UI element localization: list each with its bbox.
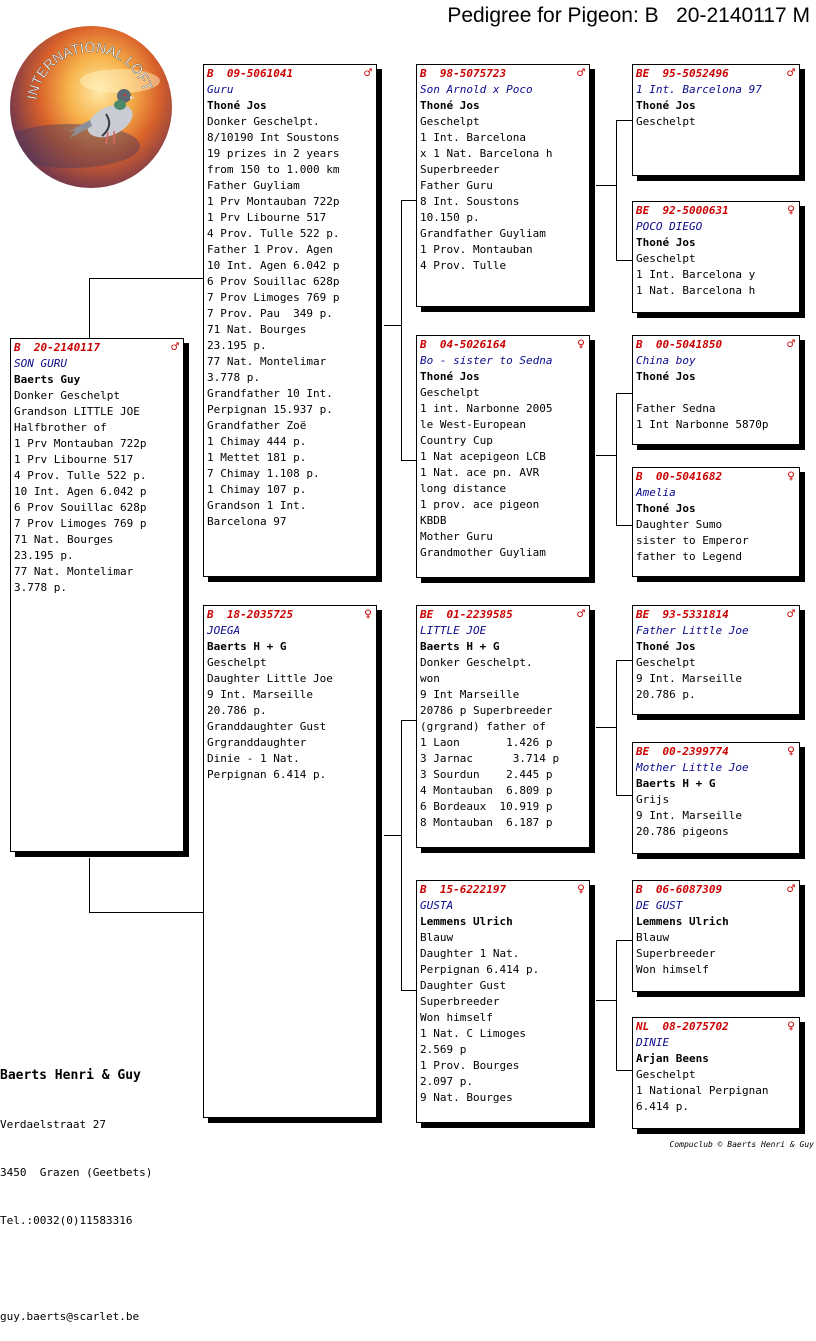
pigeon-detail-line: Won himself [420,1011,493,1024]
pigeon-detail-line: long distance [420,482,507,495]
pigeon-card-sire[interactable] [203,64,377,577]
pigeon-detail-line: Grandfather Zoë [207,419,307,432]
pigeon-owner: Lemmens Ulrich [420,915,513,928]
pigeon-detail-line: 23.195 p. [207,339,267,352]
pigeon-header [636,203,795,219]
pigeon-card-ggp-3[interactable] [632,335,800,445]
pigeon-detail-line: KBDB [420,514,447,527]
pigeon-detail-line: 20786 p Superbreeder [420,704,553,717]
footer-credit: Compuclub © Baerts Henri & Guy [669,1140,814,1149]
pigeon-detail-line: Blauw [420,931,454,944]
country-code: B [207,608,214,621]
pigeon-detail-line: 6 Prov Souillac 628p [14,501,147,514]
pigeon-detail-line: Superbreeder [636,947,716,960]
pigeon-detail-line: Daughter 1 Nat. [420,947,520,960]
pigeon-detail-line: Daughter Sumo [636,518,723,531]
connector-line [384,325,401,326]
pigeon-detail-line: 23.195 p. [14,549,74,562]
country-code: B [14,341,21,354]
pigeon-detail-line: 8 Int. Soustons [420,195,520,208]
pigeon-detail-line: 77 Nat. Montelimar [207,355,327,368]
pigeon-header [420,337,585,353]
pigeon-detail-line: Superbreeder [420,995,500,1008]
pigeon-detail-line: 9 Nat. Bourges [420,1091,513,1104]
pigeon-detail-line: 1 prov. ace pigeon [420,498,540,511]
pigeon-owner: Baerts Guy [14,373,81,386]
ring-number [14,340,100,356]
pigeon-card-ggp-4[interactable] [632,467,800,577]
pigeon-header [207,607,372,623]
pigeon-owner: Thoné Jos [636,99,696,112]
pigeon-name: LITTLE JOE [420,624,487,637]
pigeon-detail-line: Geschelpt [636,252,696,265]
pigeon-card-ggp-8[interactable] [632,1017,800,1129]
pigeon-detail-line: father to Legend [636,550,742,563]
pigeon-detail-line: 1 Mettet 181 p. [207,451,307,464]
pigeon-detail-line: Blauw [636,931,670,944]
country-code: BE [636,608,650,621]
ring-number [207,607,293,623]
male-icon: ♂ [577,66,585,81]
breeder-email[interactable]: guy.baerts@scarlet.be [0,1310,140,1323]
pigeon-header [420,607,585,623]
country-code: B [420,338,427,351]
breeder-name: Baerts Henri & Guy [0,1068,141,1083]
pigeon-card-grandsire-paternal[interactable] [416,64,590,307]
ring: 00-5041682 [655,470,723,483]
country-code: NL [636,1020,650,1033]
pigeon-detail-line: le West-European [420,418,526,431]
female-icon: ♀ [577,882,585,897]
male-icon: ♂ [577,607,585,622]
pigeon-header [636,66,795,82]
female-icon: ♀ [577,337,585,352]
pigeon-card-grandsire-maternal[interactable] [416,605,590,848]
pigeon-detail-line: 7 Prov Limoges 769 p [207,291,340,304]
pigeon-detail-line: Barcelona 97 [207,515,287,528]
country-code: B [420,67,427,80]
pigeon-owner: Arjan Beens [636,1052,709,1065]
ring: 09-5061041 [226,67,294,80]
pigeon-card-ggp-2[interactable] [632,201,800,313]
pigeon-detail-line: 1 Chimay 107 p. [207,483,307,496]
pigeon-name: Amelia [636,486,676,499]
pigeon-detail-line: 1 Nat acepigeon LCB [420,450,546,463]
pigeon-owner: Baerts H + G [420,640,500,653]
male-icon: ♂ [787,66,795,81]
pigeon-owner: Thoné Jos [636,370,696,383]
pigeon-name: Mother Little Joe [636,761,749,774]
country-code: B [420,883,427,896]
pigeon-detail-line: Grandson LITTLE JOE [14,405,140,418]
ring: 15-6222197 [439,883,507,896]
pigeon-detail-line: 6 Bordeaux 10.919 p [420,800,553,813]
male-icon: ♂ [787,882,795,897]
breeder-city: 3450 Grazen (Geetbets) [0,1166,153,1179]
pigeon-detail-line: Superbreeder [420,163,500,176]
ring: 06-6087309 [655,883,723,896]
pigeon-detail-line: 20.786 p. [636,688,696,701]
female-icon: ♀ [787,203,795,218]
pigeon-detail-line: Dinie - 1 Nat. [207,752,300,765]
ring: 95-5052496 [662,67,729,80]
ring-number [636,66,729,82]
connector-line [89,912,205,913]
connector-line [596,455,616,456]
pigeon-detail-line: 7 Prov Limoges 769 p [14,517,147,530]
pigeon-detail-line: Grijs [636,793,670,806]
breeder-info [0,1035,152,1341]
ring: 92-5000631 [662,204,729,217]
pigeon-detail-line: 1 Nat. C Limoges [420,1027,526,1040]
pigeon-detail-line: 4 Prov. Tulle 522 p. [14,469,147,482]
country-code: B [636,470,643,483]
pigeon-detail-line: 2.569 p [420,1043,467,1056]
pigeon-detail-line: Father Sedna [636,402,716,415]
pigeon-owner: Baerts H + G [636,777,716,790]
pigeon-detail-line: 1 Prov. Bourges [420,1059,520,1072]
ring: 20-2140117 [33,341,101,354]
pigeon-name: SON GURU [14,357,67,370]
pigeon-detail-line [636,385,795,401]
connector-line [616,940,617,1070]
pigeon-detail-line: 1 Laon 1.426 p [420,736,553,749]
breeder-street: Verdaelstraat 27 [0,1118,106,1131]
pigeon-name: DINIE [636,1036,670,1049]
pigeon-detail-line: 9 Int. Marseille [207,688,313,701]
pigeon-detail-line: 3.778 p. [14,581,67,594]
pigeon-detail-line: 1 int. Narbonne 2005 [420,402,553,415]
pigeon-detail-line: Donker Geschelpt. [420,656,533,669]
ring: 00-5041850 [655,338,723,351]
pigeon-owner: Lemmens Ulrich [636,915,729,928]
pigeon-header [636,469,795,485]
ring-number [420,607,513,623]
pigeon-card-ggp-7[interactable] [632,880,800,992]
connector-line [401,200,402,460]
ring-number [207,66,293,82]
pigeon-owner: Thoné Jos [636,640,696,653]
pigeon-detail-line: Grandson 1 Int. [207,499,307,512]
pigeon-detail-line: 10.150 p. [420,211,480,224]
connector-line [616,120,617,260]
ring: 00-2399774 [662,745,729,758]
pigeon-detail-line: 1 Nat. Barcelona h [636,284,756,297]
pigeon-detail-line: 2.097 p. [420,1075,473,1088]
pigeon-name: Guru [207,83,234,96]
pigeon-name: POCO DIEGO [636,220,703,233]
country-code: B [207,67,214,80]
pigeon-header [636,607,795,623]
pigeon-detail-line: Geschelpt [636,656,696,669]
pigeon-detail-line: from 150 to 1.000 km [207,163,340,176]
pigeon-detail-line: Perpignan 6.414 p. [207,768,327,781]
pigeon-detail-line: 1 Prv Libourne 517 [207,211,327,224]
pigeon-header [207,66,372,82]
pigeon-detail-line: 1 Nat. ace pn. AVR [420,466,540,479]
pigeon-detail-line: Father 1 Prov. Agen [207,243,333,256]
ring-number [636,744,729,760]
pigeon-detail-line: 19 prizes in 2 years [207,147,340,160]
pigeon-detail-line: Geschelpt [420,386,480,399]
pigeon-detail-line: Granddaughter Gust [207,720,327,733]
pigeon-detail-line: 3.778 p. [207,371,260,384]
pigeon-detail-line: 71 Nat. Bourges [14,533,114,546]
pigeon-detail-line: 1 Prv Montauban 722p [14,437,147,450]
pigeon-detail-line: Mother Guru [420,530,493,543]
pigeon-detail-line: Country Cup [420,434,493,447]
pigeon-detail-line: 4 Prov. Tulle [420,259,507,272]
ring-number [636,1019,729,1035]
ring-number [636,882,722,898]
country-code: BE [636,67,650,80]
pigeon-detail-line: won [420,672,440,685]
pigeon-detail-line: 7 Chimay 1.108 p. [207,467,320,480]
connector-line [596,185,616,186]
pigeon-detail-line: 9 Int Marseille [420,688,520,701]
pigeon-header [420,882,585,898]
pigeon-detail-line: Geschelpt [420,115,480,128]
pigeon-detail-line: 1 Int. Barcelona y [636,268,756,281]
pigeon-header [420,66,585,82]
pigeon-owner: Thoné Jos [207,99,267,112]
pigeon-owner: Baerts H + G [207,640,287,653]
pigeon-header [14,340,179,356]
pigeon-detail-line: 1 Prv Libourne 517 [14,453,134,466]
female-icon: ♀ [364,607,372,622]
ring-number [636,203,729,219]
pigeon-detail-line: 9 Int. Marseille [636,809,742,822]
pigeon-detail-line: Donker Geschelpt. [207,115,320,128]
pigeon-name: 1 Int. Barcelona 97 [636,83,762,96]
ring: 04-5026164 [439,338,507,351]
ring-number [420,882,506,898]
ring: 98-5075723 [439,67,507,80]
pigeon-header [636,337,795,353]
pigeon-detail-line: Perpignan 15.937 p. [207,403,333,416]
pigeon-card-ggp-1[interactable] [632,64,800,176]
pigeon-detail-line: 77 Nat. Montelimar [14,565,134,578]
pigeon-name: Son Arnold x Poco [420,83,533,96]
pigeon-card-granddam-paternal[interactable] [416,335,590,578]
connector-line [384,835,401,836]
pigeon-detail-line: Won himself [636,963,709,976]
connector-line [401,720,402,990]
pigeon-detail-line: 3 Jarnac 3.714 p [420,752,560,765]
pigeon-detail-line: 1 Chimay 444 p. [207,435,307,448]
pigeon-detail-line: Geschelpt [636,1068,696,1081]
pigeon-header [636,1019,795,1035]
ring-number [420,337,506,353]
pigeon-detail-line: Donker Geschelpt [14,389,120,402]
ring: 08-2075702 [662,1020,729,1033]
pigeon-name: China boy [636,354,696,367]
ring: 93-5331814 [662,608,729,621]
pigeon-detail-line: 1 Int Narbonne 5870p [636,418,769,431]
pigeon-card-ggp-6[interactable] [632,742,800,854]
pigeon-detail-line: 8/10190 Int Soustons [207,131,340,144]
pigeon-card-ggp-5[interactable] [632,605,800,715]
pigeon-detail-line: (grgrand) father of [420,720,546,733]
pigeon-detail-line: Grandfather Guyliam [420,227,546,240]
pigeon-detail-line: 3 Sourdun 2.445 p [420,768,553,781]
pigeon-card-granddam-maternal[interactable] [416,880,590,1123]
pigeon-owner: Thoné Jos [420,370,480,383]
female-icon: ♀ [787,744,795,759]
pigeon-detail-line: Grandfather 10 Int. [207,387,333,400]
pigeon-logo-icon [10,26,172,188]
ring-number [636,337,722,353]
pigeon-name: GUSTA [420,899,454,912]
connector-line [89,278,205,279]
pigeon-header [636,744,795,760]
pigeon-detail-line: Halfbrother of [14,421,107,434]
pigeon-owner: Thoné Jos [636,236,696,249]
pigeon-detail-line: x 1 Nat. Barcelona h [420,147,553,160]
pigeon-detail-line: 10 Int. Agen 6.042 p [14,485,147,498]
pigeon-header [636,882,795,898]
pigeon-detail-line: Father Guyliam [207,179,300,192]
pigeon-detail-line: 4 Prov. Tulle 522 p. [207,227,340,240]
male-icon: ♂ [364,66,372,81]
pigeon-owner: Thoné Jos [636,502,696,515]
pigeon-detail-line: 1 Int. Barcelona [420,131,526,144]
connector-line [89,278,90,341]
pigeon-card-dam[interactable] [203,605,377,1118]
pigeon-name: JOEGA [207,624,241,637]
pigeon-name: Father Little Joe [636,624,749,637]
connector-line [89,858,90,912]
connector-line [616,393,617,525]
pigeon-detail-line: 1 Prov. Montauban [420,243,533,256]
male-icon: ♂ [787,337,795,352]
pigeon-detail-line: 8 Montauban 6.187 p [420,816,553,829]
page-title: Pedigree for Pigeon: B 20-2140117 M [447,4,810,27]
male-icon: ♂ [171,340,179,355]
pigeon-detail-line: Father Guru [420,179,493,192]
pigeon-detail-line: 6.414 p. [636,1100,689,1113]
connector-line [616,660,617,795]
pigeon-detail-line: sister to Emperor [636,534,749,547]
pigeon-detail-line: Perpignan 6.414 p. [420,963,540,976]
pigeon-name: Bo - sister to Sedna [420,354,553,367]
ring-number [636,607,729,623]
pigeon-detail-line: 20.786 p. [207,704,267,717]
pigeon-detail-line: Daughter Gust [420,979,507,992]
pigeon-detail-line: 10 Int. Agen 6.042 p [207,259,340,272]
connector-line [596,727,616,728]
pigeon-detail-line: 71 Nat. Bourges [207,323,307,336]
ring: 01-2239585 [446,608,513,621]
pigeon-detail-line: Daughter Little Joe [207,672,333,685]
pigeon-detail-line: 6 Prov Souillac 628p [207,275,340,288]
connector-line [596,1000,616,1001]
pigeon-detail-line: Geschelpt [207,656,267,669]
female-icon: ♀ [787,469,795,484]
ring-number [420,66,506,82]
pigeon-detail-line: 4 Montauban 6.809 p [420,784,553,797]
pigeon-detail-line: 9 Int. Marseille [636,672,742,685]
female-icon: ♀ [787,1019,795,1034]
logo-text: INTERNATIONAL LOFT [23,38,157,101]
male-icon: ♂ [787,607,795,622]
pigeon-detail-line: Grgranddaughter [207,736,307,749]
country-code: B [636,883,643,896]
ring-number [636,469,722,485]
pigeon-detail-line: Grandmother Guyliam [420,546,546,559]
ring: 18-2035725 [226,608,294,621]
country-code: BE [420,608,434,621]
pigeon-detail-line: 1 Prv Montauban 722p [207,195,340,208]
pigeon-name: DE GUST [636,899,683,912]
pigeon-card-subject[interactable] [10,338,184,852]
pigeon-detail-line: 20.786 pigeons [636,825,729,838]
breeder-phone: Tel.:0032(0)11583316 [0,1214,133,1227]
pigeon-detail-line: Geschelpt [636,115,696,128]
loft-logo [10,26,172,188]
country-code: B [636,338,643,351]
country-code: BE [636,745,650,758]
pigeon-detail-line: 1 National Perpignan [636,1084,769,1097]
pigeon-detail-line: 7 Prov. Pau 349 p. [207,307,333,320]
pigeon-owner: Thoné Jos [420,99,480,112]
country-code: BE [636,204,650,217]
